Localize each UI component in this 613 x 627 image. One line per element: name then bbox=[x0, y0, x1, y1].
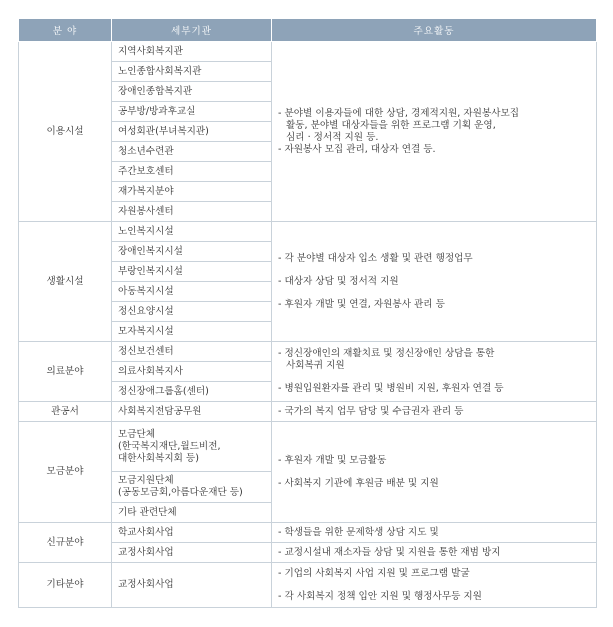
activity-cell bbox=[272, 342, 597, 402]
institution-cell: 모금단체 (한국복지재단,월드비전, 대한사회복지회 등) bbox=[112, 422, 272, 472]
institution-cell: 의료사회복지사 bbox=[112, 362, 272, 382]
institution-cell: 여성회관(부녀복지관) bbox=[112, 122, 272, 142]
activity-line: - 병원입원환자를 관리 및 병원비 지원, 후원자 연결 등 bbox=[278, 383, 504, 394]
table-row bbox=[19, 422, 597, 472]
category-cell: 생활시설 bbox=[19, 222, 112, 342]
activity-line: - 각 분야별 대상자 입소 생활 및 관련 행정업무 bbox=[278, 252, 473, 264]
table-row bbox=[19, 222, 597, 242]
institution-cell: 부랑인복지시설 bbox=[112, 262, 272, 282]
category-cell: 신규분야 bbox=[19, 523, 112, 563]
category-cell: 모금분야 bbox=[19, 422, 112, 523]
table-row bbox=[19, 402, 597, 422]
institution-cell: 학교사회사업 bbox=[112, 523, 272, 543]
activity-line: - 자원봉사 모집 관리, 대상자 연결 등. bbox=[278, 143, 436, 155]
institution-cell: 교정사회사업 bbox=[112, 543, 272, 563]
institution-cell: 노인종합사회복지관 bbox=[112, 62, 272, 82]
table-row bbox=[19, 42, 597, 62]
header-activity: 주요활동 bbox=[272, 19, 597, 42]
institution-cell: 청소년수련관 bbox=[112, 142, 272, 162]
category-cell: 이용시설 bbox=[19, 42, 112, 222]
institution-cell: 재가복지분야 bbox=[112, 182, 272, 202]
activity-cell bbox=[272, 222, 597, 342]
category-cell: 기타분야 bbox=[19, 563, 112, 608]
activity-line: - 후원자 개발 및 연결, 자원봉사 관리 등 bbox=[278, 298, 445, 310]
activity-cell bbox=[272, 42, 597, 222]
institution-cell: 정신보건센터 bbox=[112, 342, 272, 362]
activity-line: - 후원자 개발 및 모금활동 bbox=[278, 454, 387, 466]
institution-cell: 장애인복지시설 bbox=[112, 242, 272, 262]
institution-cell: 주간보호센터 bbox=[112, 162, 272, 182]
activity-line: 활동, 분야별 대상자들을 위한 프로그램 기획 운영, bbox=[286, 119, 496, 131]
table-row bbox=[19, 342, 597, 362]
activity-cell: - 학생들을 위한 문제학생 상담 지도 및 bbox=[272, 523, 597, 543]
activity-line: - 대상자 상담 및 정서적 지원 bbox=[278, 275, 399, 287]
category-cell: 의료분야 bbox=[19, 342, 112, 402]
header-institution: 세부기관 bbox=[112, 19, 272, 42]
institution-cell: 정신장애그룹홈(센터) bbox=[112, 382, 272, 402]
institution-cell: 지역사회복지관 bbox=[112, 42, 272, 62]
activity-line: - 사회복지 기관에 후원금 배분 및 지원 bbox=[278, 477, 439, 489]
institution-cell: 정신요양시설 bbox=[112, 302, 272, 322]
header-field: 분 야 bbox=[19, 19, 112, 42]
social-welfare-table-container bbox=[18, 18, 596, 608]
institution-cell: 모자복지시설 bbox=[112, 322, 272, 342]
activity-line: 심리 · 정서적 지원 등. bbox=[286, 131, 379, 143]
institution-cell: 아동복지시설 bbox=[112, 282, 272, 302]
institution-cell: 교정사회사업 bbox=[112, 563, 272, 608]
activity-line: - 기업의 사회복지 사업 지원 및 프로그램 발굴 bbox=[278, 567, 470, 579]
activity-line: - 정신장애인의 재활치료 및 정신장애인 상담을 통한 bbox=[278, 348, 495, 359]
institution-cell: 노인복지시설 bbox=[112, 222, 272, 242]
institution-cell: 모금지원단체 (공동모금회,아름다운재단 등) bbox=[112, 472, 272, 503]
activity-cell bbox=[272, 422, 597, 523]
institution-cell: 장애인종합복지관 bbox=[112, 82, 272, 102]
institution-cell: 공부방/방과후교실 bbox=[112, 102, 272, 122]
activity-cell bbox=[272, 563, 597, 608]
activity-cell: - 국가의 복지 업무 담당 및 수급권자 관리 등 bbox=[272, 402, 597, 422]
activity-line: 사회복귀 지원 bbox=[286, 360, 345, 371]
table-header-row bbox=[19, 19, 597, 42]
institution-cell: 자원봉사센터 bbox=[112, 202, 272, 222]
institution-cell: 기타 관련단체 bbox=[112, 503, 272, 523]
table-row bbox=[19, 563, 597, 608]
activity-line: - 각 사회복지 정책 입안 지원 및 행정사무등 지원 bbox=[278, 590, 482, 602]
table-row bbox=[19, 523, 597, 543]
category-cell: 관공서 bbox=[19, 402, 112, 422]
activity-cell: - 교정시설내 재소자들 상담 및 지원을 통한 재범 방지 bbox=[272, 543, 597, 563]
activity-line: - 분야별 이용자들에 대한 상담, 경제적지원, 자원봉사모집 bbox=[278, 107, 520, 119]
social-welfare-fields-table bbox=[18, 18, 597, 608]
institution-cell: 사회복지전담공무원 bbox=[112, 402, 272, 422]
